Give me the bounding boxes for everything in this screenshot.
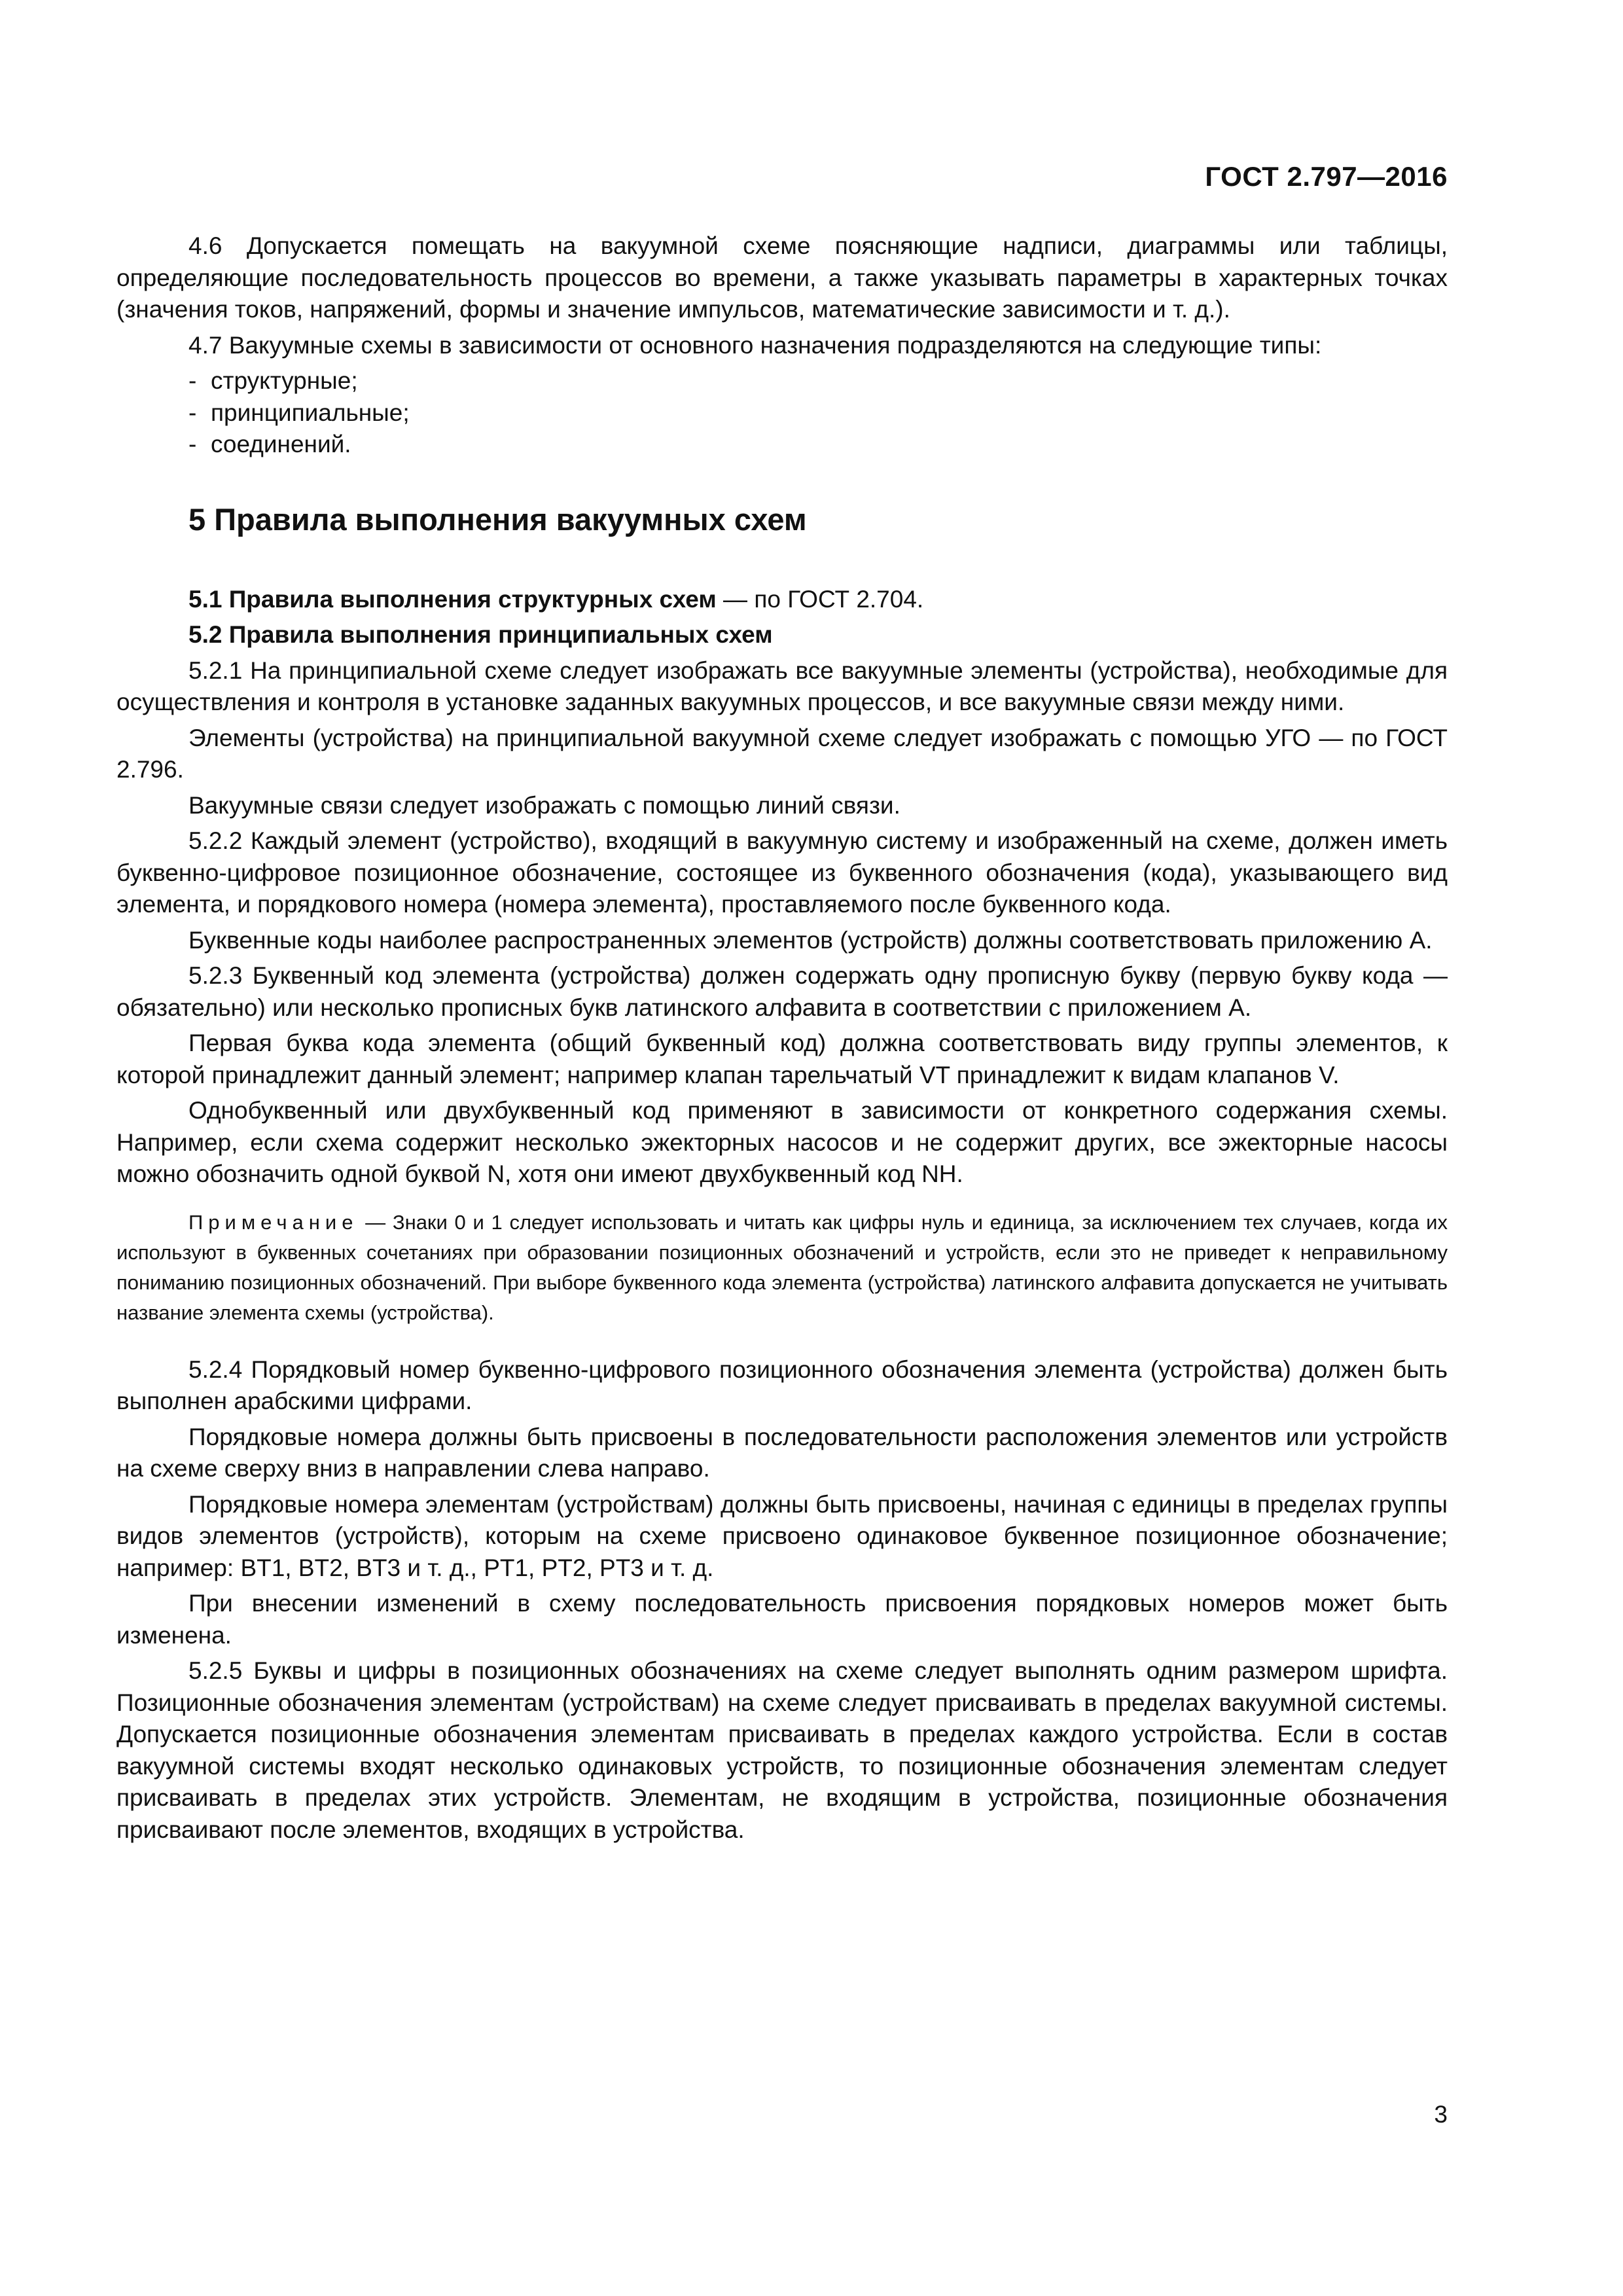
paragraph-5-2-2b: Буквенные коды наиболее распространенных элементов (устройств) должны соответствовать приложению А. bbox=[188, 926, 1433, 954]
note-label: Примечание bbox=[188, 1210, 359, 1234]
list-item: - соединений. bbox=[188, 431, 351, 457]
subsection-5-2 bbox=[116, 619, 1448, 651]
paragraph-5-2-4a: 5.2.4 Порядковый номер буквенно-цифрового позиционного обозначения элемента (устройства) должен быть выполнен арабскими цифрами. bbox=[116, 1355, 1448, 1414]
section-5-heading: 5 Правила выполнения вакуумных схем bbox=[188, 501, 807, 537]
paragraph-5-2-3a: 5.2.3 Буквенный код элемента (устройства) должен содержать одну прописную букву (первую букву кода — обязательно) или несколько прописных букв латинского алфавита в соответствии с приложением А. bbox=[116, 962, 1448, 1021]
paragraph-5-2-2a: 5.2.2 Каждый элемент (устройство), входящий в вакуумную систему и изображенный на схеме, должен иметь буквенно-цифровое позиционное обозначение, состоящее из буквенного обозначения (кода), указывающего вид элемента, и порядкового номера (номера элемента), проставляемого после буквенного кода. bbox=[116, 827, 1448, 918]
paragraph-5-2-3b: Первая буква кода элемента (общий буквенный код) должна соответствовать виду группы элементов, к которой принадлежит данный элемент; например клапан тарельчатый VT принадлежит к видам клапанов V. bbox=[116, 1030, 1448, 1088]
paragraph-5-2-1c: Вакуумные связи следует изображать с помощью линий связи. bbox=[188, 791, 901, 819]
paragraph-5-2-1a: 5.2.1 На принципиальной схеме следует изображать все вакуумные элементы (устройства), необходимые для осуществления и контроля в установке заданных вакуумных процессов, и все вакуумные связи между ними. bbox=[116, 656, 1448, 715]
paragraph-5-2-4b: Порядковые номера должны быть присвоены в последовательности расположения элементов или устройств на схеме сверху вниз в направлении слева направо. bbox=[116, 1423, 1448, 1482]
list-item: - принципиальные; bbox=[188, 399, 410, 426]
subsection-5-1 bbox=[116, 584, 1448, 616]
paragraph-4-6: 4.6 Допускается помещать на вакуумной схеме поясняющие надписи, диаграммы или таблицы, определяющие последовательность процессов во времени, а также указывать параметры в характерных точках (значения токов, напряжений, формы и значение импульсов, математические зависимости и т. д.). bbox=[116, 232, 1448, 323]
paragraph-5-2-5: 5.2.5 Буквы и цифры в позиционных обозначениях на схеме следует выполнять одним размером шрифта. Позиционные обозначения элементам (устройствам) на схеме следует присваивать в пределах вакуумной системы. Допускается позиционные обозначения элементам присваивать в пределах каждого устройства. Если в состав вакуумной системы входят несколько одинаковых устройств, то позиционные обозначения элементам следует присваивать в пределах этих устройств. Элементам, не входящим в устройства, позиционные обозначения присваивают после элементов, входящих в устройства. bbox=[116, 1657, 1448, 1843]
subsection-5-1-ref: — по ГОСТ 2.704. bbox=[716, 585, 924, 613]
page-number: 3 bbox=[1434, 2101, 1448, 2128]
document-body bbox=[116, 230, 1448, 1850]
document-header: ГОСТ 2.797—2016 bbox=[1205, 161, 1448, 192]
paragraph-5-2-3c: Однобуквенный или двухбуквенный код применяют в зависимости от конкретного содержания схемы. Например, если схема содержит несколько эжекторных насосов и не содержит других, все эжекторные насосы можно обозначить одной буквой N, хотя они имеют двухбуквенный код NH. bbox=[116, 1097, 1448, 1187]
subsection-5-1-title: 5.1 Правила выполнения структурных схем bbox=[188, 585, 717, 613]
paragraph-5-2-1b: Элементы (устройства) на принципиальной вакуумной схеме следует изображать с помощью УГО — по ГОСТ 2.796. bbox=[116, 724, 1448, 783]
list-item: - структурные; bbox=[188, 367, 358, 394]
paragraph-5-2-4c: Порядковые номера элементам (устройствам) должны быть присвоены, начиная с единицы в пределах группы видов элементов (устройств), которым на схеме присвоено одинаковое буквенное позиционное обозначение; например: BT1, BT2, BT3 и т. д., PT1, PT2, PT3 и т. д. bbox=[116, 1490, 1448, 1581]
note bbox=[116, 1208, 1448, 1328]
paragraph-4-7: 4.7 Вакуумные схемы в зависимости от основного назначения подразделяются на следующие типы: bbox=[188, 331, 1322, 359]
paragraph-5-2-4d: При внесении изменений в схему последовательность присвоения порядковых номеров может быть изменена. bbox=[116, 1590, 1448, 1649]
types-list bbox=[116, 365, 1448, 461]
note-text: — Знаки 0 и 1 следует использовать и читать как цифры нуль и единица, за исключением тех случаев, когда их используют в буквенных сочетаниях при образовании позиционных обозначений и устройств, если это не приведет к неправильному пониманию позиционных обозначений. При выборе буквенного кода элемента (устройства) латинского алфавита допускается не учитывать название элемента схемы (устройства). bbox=[116, 1210, 1448, 1324]
subsection-5-2-title: 5.2 Правила выполнения принципиальных схем bbox=[188, 621, 773, 648]
